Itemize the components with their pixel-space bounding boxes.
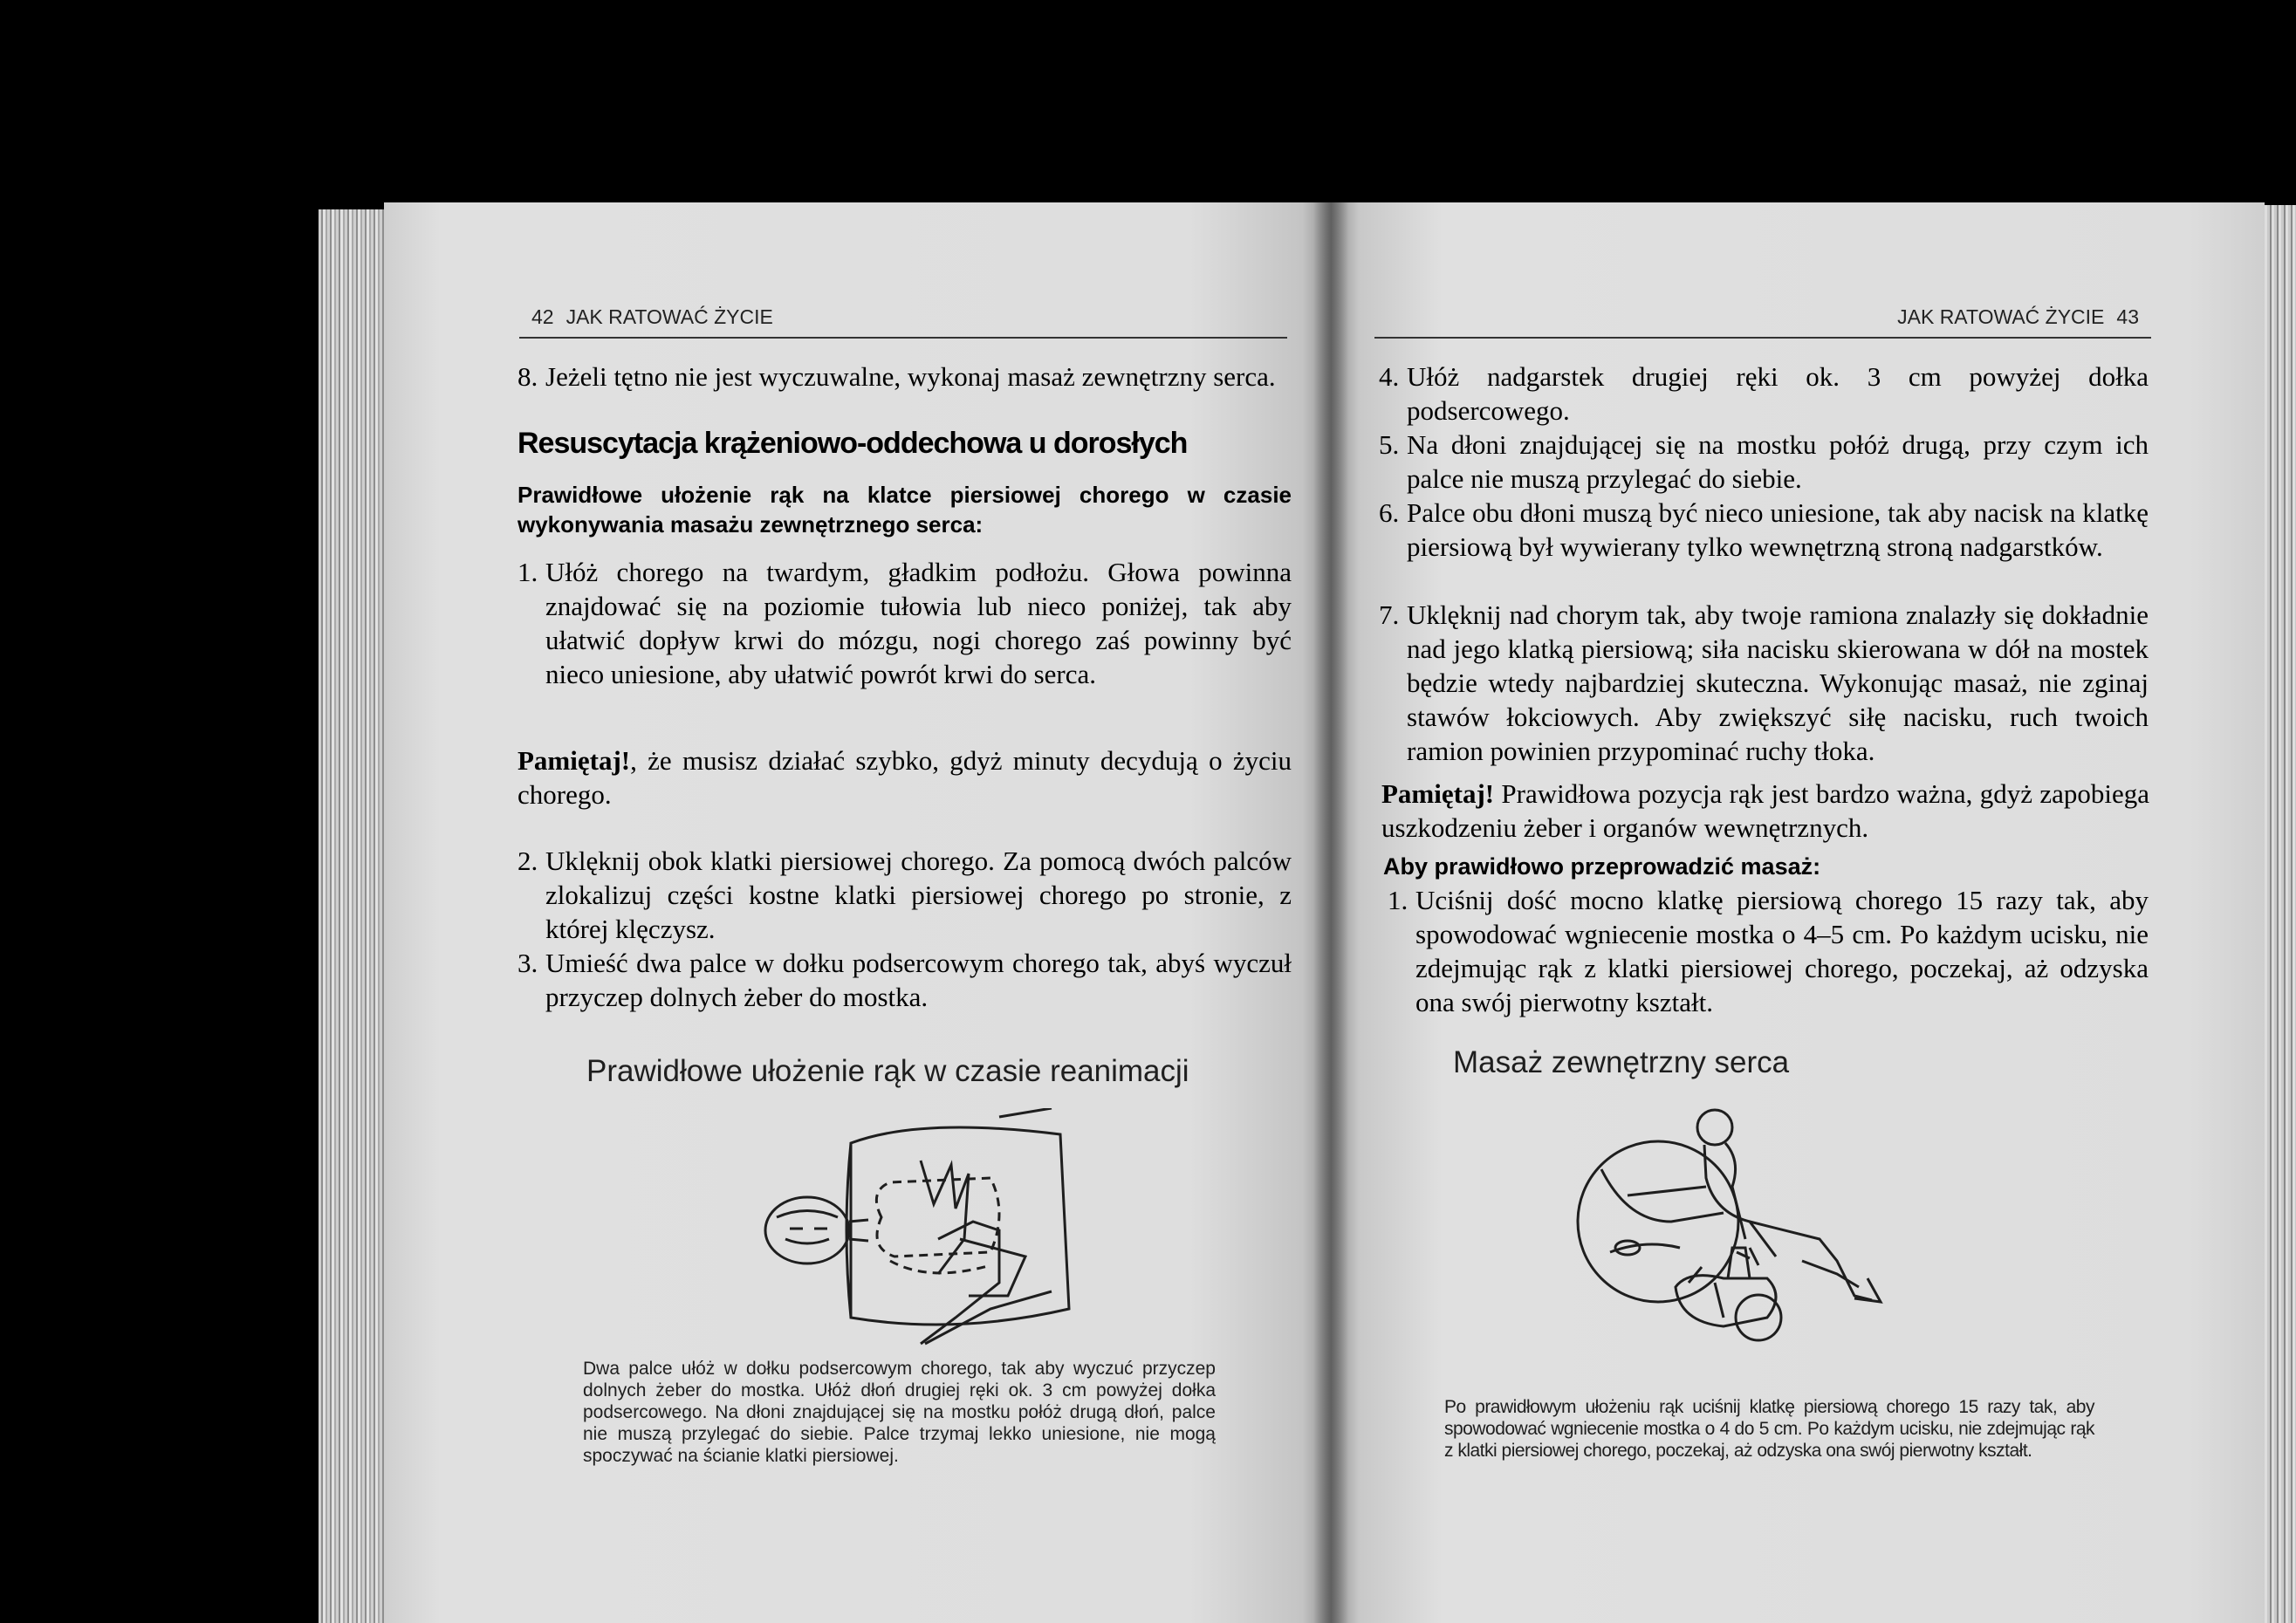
list-item-8	[517, 360, 1292, 394]
remember-note	[517, 743, 1292, 812]
remember-note-right	[1381, 777, 2149, 845]
page-stack-right	[2260, 205, 2296, 1623]
book-gutter	[1313, 202, 1348, 1623]
list-text: Ułóż chorego na twardym, gładkim podłożu. Głowa powinna znajdować się na poziomie tułowia lub nieco poniżej, tak aby ułatwić dopływ krwi do mózgu, nogi chorego zaś powinny być nieco uniesione, aby ułatwić powrót krwi do serca.	[545, 557, 1292, 689]
right-running-header	[1374, 305, 2151, 339]
left-running-header	[519, 305, 1287, 339]
massage-subheading: Aby prawidłowo przeprowadzić masaż:	[1383, 853, 1821, 880]
cardiac-massage-illustration	[1575, 1108, 1977, 1352]
section-heading: Resuscytacja krążeniowo-oddechowa u dorosłych	[517, 427, 1188, 460]
list-number: 1.	[517, 557, 538, 587]
right-running-title: JAK RATOWAĆ ŻYCIE	[1897, 305, 2105, 328]
remember-label: Pamiętaj!	[517, 745, 631, 776]
list-text: Palce obu dłoni muszą być nieco uniesione, tak aby nacisk na klatkę piersiową był wywierany tylko wewnętrzną stroną nadgarstków.	[1407, 497, 2149, 562]
figure-title-left: Prawidłowe ułożenie rąk w czasie reanimacji	[586, 1054, 1189, 1088]
remember-label: Pamiętaj!	[1381, 778, 1495, 809]
right-page-number: 43	[2116, 305, 2139, 328]
left-page-number: 42	[531, 305, 554, 328]
list-text: Uklęknij nad chorym tak, aby twoje ramiona znalazły się dokładnie nad jego klatką piersiową; siła nacisku skierowana w dół na mostek będzie wtedy najbardziej skuteczna. Wykonując masaż, nie zginaj stawów łokciowych. Aby zwiększyć siłę nacisku, ruch twoich ramion powinien przypominać ruchy tłoka.	[1407, 599, 2149, 766]
list-item-1	[517, 555, 1292, 691]
figure-title-right: Masaż zewnętrzny serca	[1453, 1045, 1790, 1079]
list-number: 4.	[1379, 361, 1400, 392]
remember-text: Prawidłowa pozycja rąk jest bardzo ważna, gdyż zapobiega uszkodzeniu żeber i organów wewnętrznych.	[1381, 778, 2149, 843]
list-item-7	[1379, 598, 2149, 768]
section-subheading: Prawidłowe ułożenie rąk na klatce piersiowej chorego w czasie wykonywania masażu zewnętrznego serca:	[517, 482, 1292, 538]
list-text: Ułóż nadgarstek drugiej ręki ok. 3 cm powyżej dołka podsercowego.	[1407, 361, 2149, 426]
figure-caption-left: Dwa palce ułóż w dołku podsercowym chorego, tak aby wyczuć przyczep dolnych żeber do mostka. Ułóż dłoń drugiej ręki ok. 3 cm powyżej dołka podsercowego. Na dłoni znajdującej się na mostku połóż drugą dłoń, palce nie muszą przylegać do siebie. Palce trzymaj lekko uniesione, nie mogą spoczywać na ścianie klatki piersiowej.	[583, 1359, 1216, 1466]
list-number: 6.	[1379, 497, 1400, 528]
list-number: 3.	[517, 948, 538, 978]
list-text: Umieść dwa palce w dołku podsercowym chorego tak, abyś wyczuł przyczep dolnych żeber do mostka.	[545, 948, 1292, 1012]
list-text: Uklęknij obok klatki piersiowej chorego. Za pomocą dwóch palców zlokalizuj części kostne klatki piersiowej chorego po stronie, z której klęczysz.	[545, 846, 1292, 944]
massage-step-1	[1388, 883, 2149, 1019]
list-text: Jeżeli tętno nie jest wyczuwalne, wykonaj masaż zewnętrzny serca.	[545, 361, 1276, 392]
list-number: 8.	[517, 361, 538, 392]
list-item-2	[517, 844, 1292, 946]
list-item-3	[517, 946, 1292, 1014]
list-item-5	[1379, 428, 2149, 496]
cpr-hand-placement-illustration	[737, 1108, 1104, 1352]
list-item-4	[1379, 360, 2149, 428]
left-running-title: JAK RATOWAĆ ŻYCIE	[565, 305, 773, 328]
figure-caption-right: Po prawidłowym ułożeniu rąk uciśnij klatkę piersiową chorego 15 razy tak, aby spowodować wgniecenie mostka o 4 do 5 cm. Po każdym ucisku, nie zdejmując rąk z klatki piersiowej chorego, poczekaj, aż odzyska ona swój pierwotny kształt.	[1444, 1397, 2094, 1461]
list-number: 7.	[1379, 599, 1400, 630]
list-number: 5.	[1379, 429, 1400, 460]
remember-text: , że musisz działać szybko, gdyż minuty decydują o życiu chorego.	[517, 745, 1292, 810]
list-number: 2.	[517, 846, 538, 876]
list-number: 1.	[1388, 885, 1408, 915]
page-stack-left	[319, 209, 393, 1623]
list-text: Uciśnij dość mocno klatkę piersiową chorego 15 razy tak, aby spowodować wgniecenie mostka o 4–5 cm. Po każdym ucisku, nie zdejmując rąk z klatki piersiowej chorego, poczekaj, aż odzyska ona swój pierwotny kształt.	[1415, 885, 2149, 1017]
list-text: Na dłoni znajdującej się na mostku połóż drugą, przy czym ich palce nie muszą przylegać do siebie.	[1407, 429, 2149, 494]
list-item-6	[1379, 496, 2149, 564]
